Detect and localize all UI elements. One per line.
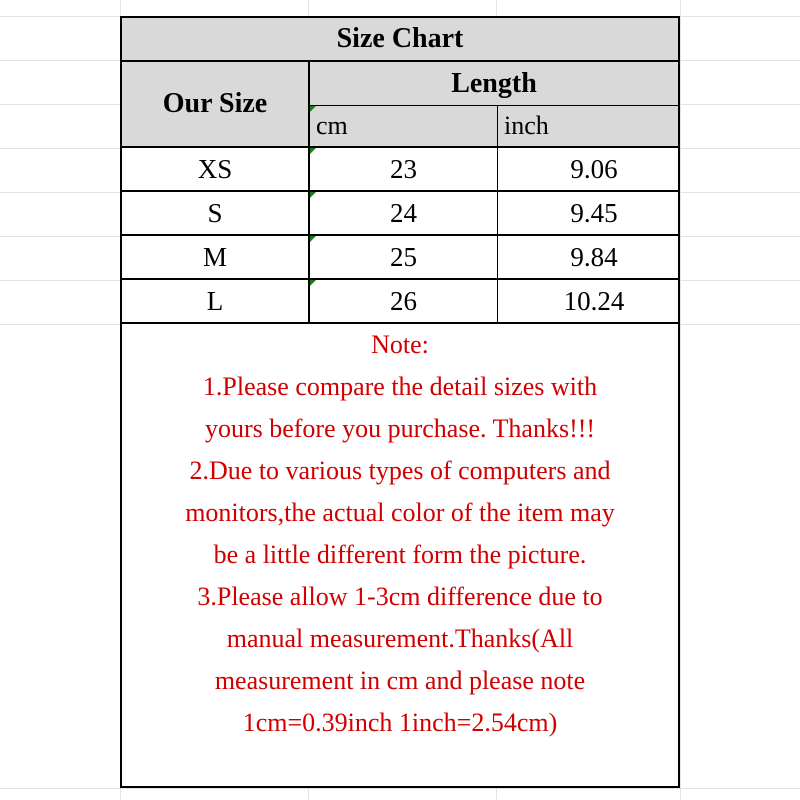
cm-value: 26 [390,285,417,316]
cm-value: 23 [390,153,417,184]
cm-value: 25 [390,241,417,272]
note-line: monitors,the actual color of the item may [185,498,615,527]
table-row [122,148,678,192]
size-cell: L [122,280,310,324]
cell-comment-marker-icon [310,106,316,112]
inch-cell: 9.45 [498,192,678,236]
note-line: 2.Due to various types of computers and [189,456,611,485]
size-chart-title: Size Chart [122,18,678,62]
note-line: measurement in cm and please note [214,666,586,695]
our-size-header: Our Size [122,62,310,148]
inch-cell: 9.06 [498,148,678,192]
note-line: 1cm=0.39inch 1inch=2.54cm) [242,708,558,737]
note-line: be a little different form the picture. [213,540,587,569]
note-line: 1.Please compare the detail sizes with [202,372,598,401]
unit-cm-header [310,106,498,148]
cm-value: 24 [390,197,417,228]
unit-cm-label: cm [316,111,348,140]
size-chart-table [120,16,680,788]
table-row [122,236,678,280]
note-heading: Note: [371,330,429,359]
note-line: yours before you purchase. Thanks!!! [204,414,596,443]
cell-comment-marker-icon [310,148,316,154]
inch-cell: 9.84 [498,236,678,280]
size-cell: M [122,236,310,280]
cm-cell [310,280,498,324]
table-row [122,280,678,324]
size-cell: XS [122,148,310,192]
length-header: Length [310,62,678,106]
inch-cell: 10.24 [498,280,678,324]
table-row [122,192,678,236]
cell-comment-marker-icon [310,280,316,286]
note-line: manual measurement.Thanks(All [226,624,574,653]
cell-comment-marker-icon [310,192,316,198]
note-line: 3.Please allow 1-3cm difference due to [197,582,603,611]
cm-cell [310,236,498,280]
cell-comment-marker-icon [310,236,316,242]
cm-cell [310,192,498,236]
unit-inch-header: inch [498,106,678,148]
cm-cell [310,148,498,192]
note-block [122,324,678,744]
size-cell: S [122,192,310,236]
